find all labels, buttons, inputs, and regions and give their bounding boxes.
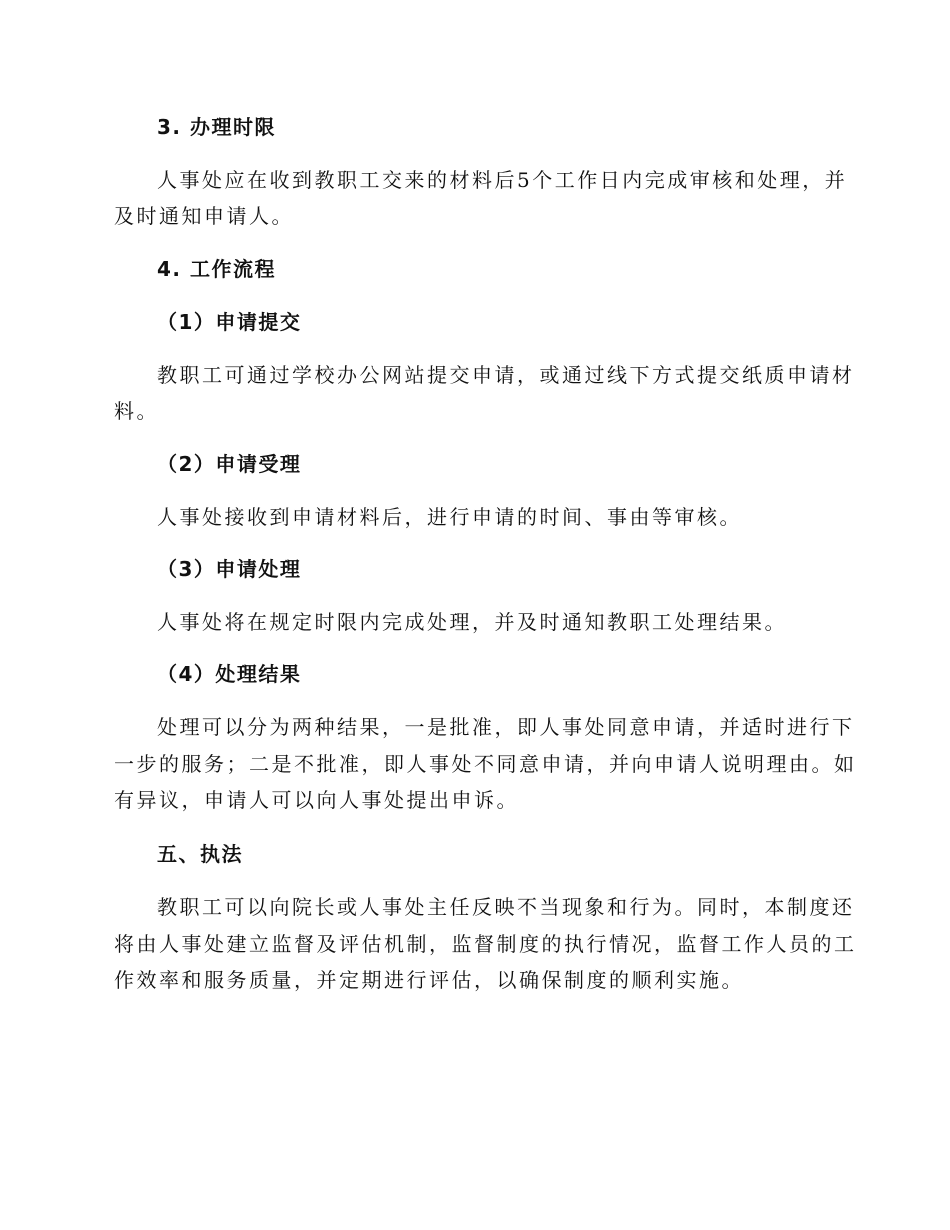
paragraph-line: 作效率和服务质量，并定期进行评估，以确保制度的顺利实施。 [114,968,744,992]
section-heading-workflow: 4. 工作流程 [157,257,276,281]
paragraph-line: 教职工可以向院长或人事处主任反映不当现象和行为。同时，本制度还 [157,895,855,919]
section-heading-time-limit: 3. 办理时限 [157,115,276,139]
paragraph-line: 人事处接收到申请材料后，进行申请的时间、事由等审核。 [157,505,742,529]
paragraph-line: 处理可以分为两种结果，一是批准，即人事处同意申请，并适时进行下 [157,715,855,739]
paragraph-line: 一步的服务；二是不批准，即人事处不同意申请，并向申请人说明理由。如 [114,752,857,776]
subheading-application-processing: （3）申请处理 [157,557,302,581]
paragraph-line: 及时通知申请人。 [114,204,294,228]
subheading-processing-result: （4）处理结果 [157,662,302,686]
subheading-application-submission: （1）申请提交 [157,310,302,334]
paragraph-line: 将由人事处建立监督及评估机制，监督制度的执行情况，监督工作人员的工 [114,932,857,956]
section-heading-enforcement: 五、执法 [157,842,243,866]
paragraph-line: 料。 [114,399,159,423]
paragraph-line: 有异议，申请人可以向人事处提出申诉。 [114,788,519,812]
subheading-application-acceptance: （2）申请受理 [157,452,302,476]
paragraph-line: 教职工可通过学校办公网站提交申请，或通过线下方式提交纸质申请材 [157,363,855,387]
paragraph-line: 人事处应在收到教职工交来的材料后5个工作日内完成审核和处理，并 [157,168,848,192]
paragraph-line: 人事处将在规定时限内完成处理，并及时通知教职工处理结果。 [157,610,787,634]
